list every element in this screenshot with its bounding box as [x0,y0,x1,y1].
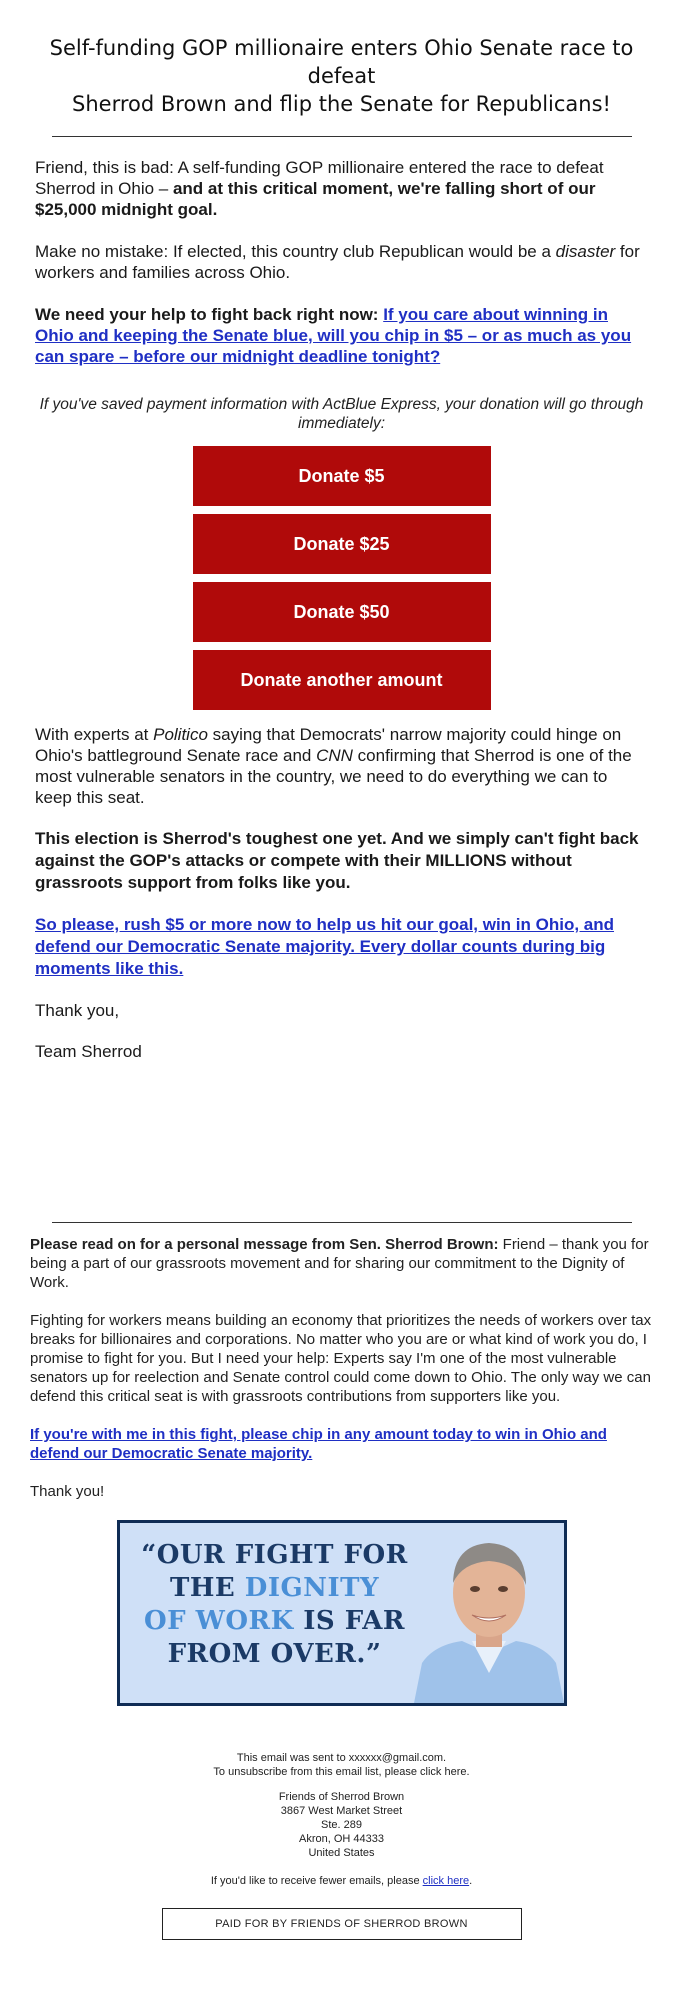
headline [0,0,683,118]
fewer-emails-text: If you'd like to receive fewer emails, please [210,1875,423,1887]
quote-line2b: DIGNITY [244,1573,380,1603]
toughest-paragraph: This election is Sherrod's toughest one yet. And we simply can't fight back against the GOP's attacks or compete with their MILLIONS without grassroots support from folks like you. [35,829,639,892]
donate-other-amount-button[interactable]: Donate another amount [193,650,491,710]
dignity-of-work-banner[interactable] [117,1520,567,1706]
headline-line1: Self-funding GOP millionaire enters Ohio Senate race to defeat [49,36,634,88]
banner-quote [130,1539,420,1671]
org-country: United States [308,1847,375,1859]
quote-line3a: OF WORK [144,1606,294,1636]
unsubscribe-line[interactable]: To unsubscribe from this email list, please click here. [213,1766,470,1778]
sent-to-line [0,1751,683,1765]
warning-paragraph [35,241,648,283]
org-name: Friends of Sherrod Brown [278,1791,405,1803]
sent-to-prefix: This email was sent to [236,1752,349,1764]
org-city: Akron, OH 44333 [299,1833,384,1845]
intro-text: Friend, this is bad: A self-funding GOP millionaire entered the race to defeat Sherrod in Ohio – [35,158,604,198]
personal-message [0,1235,683,1501]
personal-intro [30,1235,653,1292]
fewer-emails-link[interactable]: click here [422,1875,470,1887]
ask-paragraph [35,304,648,367]
personal-thanks: Thank you! [30,1483,105,1500]
experts-text-3: confirming that Sherrod is one of the most vulnerable senators in the country, we need to do everything we can to keep this seat. [35,746,632,807]
sent-to-suffix: . [443,1752,447,1764]
fewer-emails-line [0,1874,683,1888]
signoff-thank-you: Thank you, [35,1001,120,1020]
personal-body: Fighting for workers means building an economy that prioritizes the needs of workers over tax breaks for billionaires and corporations. No matter who you are or what kind of work you do, I promise to fight for you. But I need your help: Experts say I'm one of the most vulnerable senators up for reelection and Senate control could come down to Ohio. The only way we can defend this critical seat is with grassroots contributions from supporters like you. [30,1312,652,1405]
warning-emphasis: disaster [555,242,616,261]
signoff-team: Team Sherrod [35,1042,142,1061]
main-content-lower [0,724,683,1062]
quote-line1: “OUR FIGHT FOR [141,1540,408,1570]
personal-donate-link[interactable]: If you're with me in this fight, please chip in any amount today to win in Ohio and defend our Democratic Senate majority. [30,1426,607,1462]
actblue-note: If you've saved payment information with ActBlue Express, your donation will go through immediately: [39,396,644,432]
quote-line4: FROM OVER.” [167,1639,382,1669]
ask-bold: We need your help to fight back right now: [35,305,384,324]
cnn-mention: CNN [316,746,353,765]
org-street: 3867 West Market Street [280,1805,403,1817]
top-divider [52,136,632,137]
donate-50-button[interactable]: Donate $50 [193,582,491,642]
banner-background [120,1523,564,1703]
warning-text-end: for workers and families across Ohio. [35,242,640,282]
intro-bold: and at this critical moment, we're falling short of our $25,000 midnight goal. [35,179,596,219]
ask-donate-link[interactable]: If you care about winning in Ohio and keeping the Senate blue, will you chip in $5 – or as much as you can spare – before our midnight deadline tonight? [35,305,632,366]
personal-intro-text: Friend – thank you for being a part of our grassroots movement and for sharing our commitment to the Dignity of Work. [30,1236,649,1291]
headline-line2: Sherrod Brown and flip the Senate for Republicans! [72,92,611,116]
fewer-emails-suffix: . [469,1875,473,1887]
donate-25-button[interactable]: Donate $25 [193,514,491,574]
donate-5-button[interactable]: Donate $5 [193,446,491,506]
rush-paragraph [35,914,648,980]
recipient-email: xxxxxx@gmail.com [348,1752,444,1764]
politico-mention: Politico [153,725,208,744]
intro-paragraph [35,157,648,220]
warning-text-start: Make no mistake: If elected, this country club Republican would be a [35,242,556,261]
experts-text-1: With experts at [35,725,154,744]
donate-button-group [0,446,683,710]
sherrod-brown-portrait [414,1523,564,1703]
quote-line3b: IS FAR [293,1606,405,1636]
mid-divider [52,1222,632,1223]
email-footer [0,1751,683,1888]
experts-text-2: saying that Democrats' narrow majority could hinge on Ohio's battleground Senate race and [35,725,622,765]
main-content [0,157,683,367]
org-suite: Ste. 289 [321,1819,362,1831]
experts-paragraph [35,724,648,808]
personal-link-paragraph [30,1425,653,1463]
personal-intro-bold: Please read on for a personal message from Sen. Sherrod Brown: [30,1236,499,1253]
rush-donate-link[interactable]: So please, rush $5 or more now to help us hit our goal, win in Ohio, and defend our Democratic Senate majority. Every dollar counts during big moments like this. [35,915,615,978]
quote-line2a: THE [169,1573,245,1603]
paid-for-disclaimer: PAID FOR BY FRIENDS OF SHERROD BROWN [162,1908,522,1940]
